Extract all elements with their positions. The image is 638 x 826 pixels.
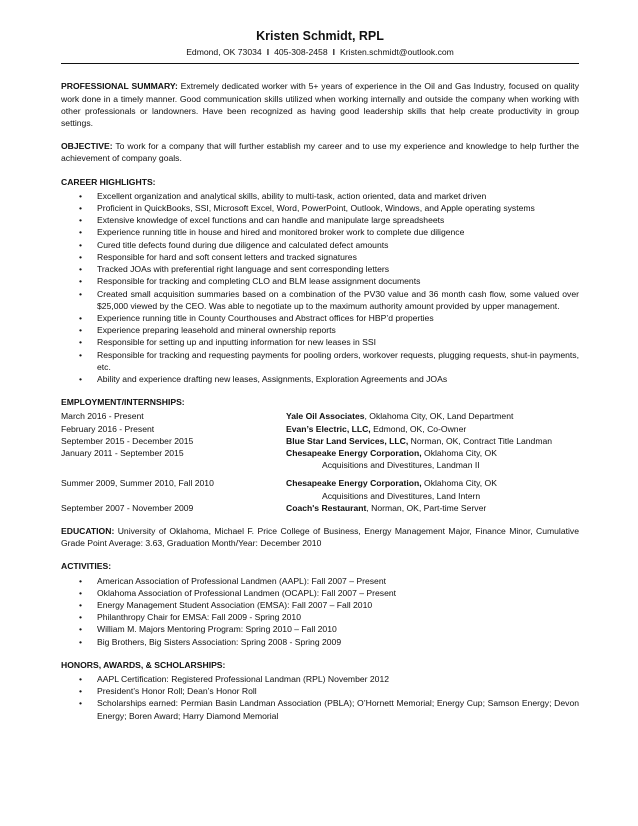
list-item: • President’s Honor Roll; Dean’s Honor Roll bbox=[97, 685, 579, 697]
employment-detail: Oklahoma City, OK bbox=[421, 478, 497, 489]
list-item: • Responsible for hard and soft consent letters and tracked signatures bbox=[97, 251, 579, 263]
list-item: • Ability and experience drafting new leases, Assignments, Exploration Agreements and JOAs bbox=[97, 373, 579, 385]
activities-heading: ACTIVITIES: bbox=[61, 561, 112, 572]
employment-org bbox=[286, 435, 579, 447]
list-item: • Experience running title in house and hired and monitored broker work to complete due diligence bbox=[97, 226, 579, 238]
contact-line bbox=[61, 46, 579, 58]
list-item: • Experience preparing leasehold and mineral ownership reports bbox=[97, 324, 579, 336]
list-item: • American Association of Professional Landmen (AAPL): Fall 2007 – Present bbox=[97, 575, 579, 587]
employment-detail: , Norman, OK, Part-time Server bbox=[366, 502, 487, 513]
list-item: • Excellent organization and analytical skills, ability to multi-task, action oriented, data and market driven bbox=[97, 190, 579, 202]
employment-row bbox=[61, 423, 579, 435]
employer-name: Chesapeake Energy Corporation, bbox=[286, 478, 422, 489]
employment-date: February 2016 - Present bbox=[61, 423, 155, 434]
employment-row bbox=[61, 435, 579, 447]
list-item: • Created small acquisition summaries based on a combination of the PV30 value and 36 month cash flow, some valued over $25,000 viewed by the CEO. Was able to negotiate up to the maximum authority amount provided by upper management. bbox=[97, 288, 579, 312]
employment-list bbox=[61, 410, 579, 514]
employment-date: January 2011 - September 2015 bbox=[61, 447, 184, 458]
candidate-name: Kristen Schmidt, RPL bbox=[256, 29, 384, 43]
list-item: • Energy Management Student Association (EMSA): Fall 2007 – Fall 2010 bbox=[97, 599, 579, 611]
phone: 405-308-2458 bbox=[274, 47, 328, 58]
objective-label: OBJECTIVE: bbox=[61, 141, 113, 152]
honors-heading: HONORS, AWARDS, & SCHOLARSHIPS: bbox=[61, 659, 226, 670]
employment-detail: Edmond, OK, Co-Owner bbox=[370, 423, 467, 434]
employment-org bbox=[286, 447, 579, 471]
employment-detail: Oklahoma City, OK bbox=[421, 447, 497, 458]
list-item: • Responsible for tracking and completing CLO and BLM lease assignment documents bbox=[97, 275, 579, 287]
education-paragraph bbox=[61, 525, 579, 549]
employment-org bbox=[286, 502, 579, 514]
employment-org bbox=[286, 477, 579, 501]
employment-date: September 2007 - November 2009 bbox=[61, 502, 194, 513]
list-item: • Big Brothers, Big Sisters Association: Spring 2008 - Spring 2009 bbox=[97, 636, 579, 648]
activities-list bbox=[61, 575, 579, 648]
objective-paragraph bbox=[61, 140, 579, 164]
employer-name: Yale Oil Associates bbox=[286, 411, 365, 422]
honors-list bbox=[61, 673, 579, 722]
list-item: • Oklahoma Association of Professional Landmen (OCAPL): Fall 2007 – Present bbox=[97, 587, 579, 599]
education-label: EDUCATION: bbox=[61, 525, 115, 536]
list-item: • Responsible for setting up and inputting information for new leases in SSI bbox=[97, 336, 579, 348]
email: Kristen.schmidt@outlook.com bbox=[340, 47, 454, 58]
employer-name: Evan’s Electric, LLC, bbox=[286, 423, 371, 434]
highlights-section bbox=[61, 176, 579, 385]
employment-date: September 2015 - December 2015 bbox=[61, 435, 194, 446]
summary-label: PROFESSIONAL SUMMARY: bbox=[61, 81, 178, 92]
employment-row bbox=[61, 477, 579, 501]
header-divider bbox=[61, 63, 579, 64]
activities-section bbox=[61, 560, 579, 647]
contact-separator: l bbox=[332, 47, 335, 58]
employment-heading: EMPLOYMENT/INTERNSHIPS: bbox=[61, 397, 185, 408]
employer-name: Chesapeake Energy Corporation, bbox=[286, 447, 422, 458]
list-item: • Experience running title in County Courthouses and Abstract offices for HBP’d properties bbox=[97, 312, 579, 324]
highlights-list bbox=[61, 190, 579, 385]
summary-text: Extremely dedicated worker with 5+ years of experience in the Oil and Gas Industry, focused on quality work done in a timely manner. Good communication skills utilized when working internally and outside the company when working with other professionals or landowners. Have been recognized as having good leadership skills that help create productivity in group settings. bbox=[61, 81, 579, 129]
employment-detail: Norman, OK, Contract Title Landman bbox=[408, 435, 553, 446]
highlights-heading: CAREER HIGHLIGHTS: bbox=[61, 176, 156, 187]
education-text: University of Oklahoma, Michael F. Price College of Business, Energy Management Major, Finance Minor, Cumulative Grade Point Average: 3.63, Graduation Month/Year: December 2010 bbox=[61, 525, 579, 549]
employment-org bbox=[286, 423, 579, 435]
employment-detail: , Oklahoma City, OK, Land Department bbox=[364, 411, 514, 422]
honors-section bbox=[61, 659, 579, 722]
employment-row bbox=[61, 410, 579, 422]
employer-name: Coach's Restaurant bbox=[286, 502, 367, 513]
employment-date: March 2016 - Present bbox=[61, 411, 144, 422]
list-item: • Responsible for tracking and requesting payments for pooling orders, workover requests, plugging requests, shut-in payments, etc. bbox=[97, 349, 579, 373]
employment-date: Summer 2009, Summer 2010, Fall 2010 bbox=[61, 478, 214, 489]
employment-section bbox=[61, 396, 579, 514]
list-item: • Extensive knowledge of excel functions and can handle and manipulate large spreadsheets bbox=[97, 214, 579, 226]
resume-page bbox=[61, 28, 579, 722]
employment-org bbox=[286, 410, 579, 422]
list-item: • AAPL Certification: Registered Professional Landman (RPL) November 2012 bbox=[97, 673, 579, 685]
list-item: • Tracked JOAs with preferential right language and sent corresponding letters bbox=[97, 263, 579, 275]
list-item: • Cured title defects found during due diligence and calculated defect amounts bbox=[97, 239, 579, 251]
employment-role: Acquisitions and Divestitures, Landman II bbox=[322, 460, 480, 471]
list-item: • Philanthropy Chair for EMSA: Fall 2009 - Spring 2010 bbox=[97, 611, 579, 623]
objective-text: To work for a company that will further establish my career and to use my experience and knowledge to help further the achievement of company goals. bbox=[61, 141, 580, 164]
employment-role: Acquisitions and Divestitures, Land Intern bbox=[322, 490, 481, 501]
list-item: • William M. Majors Mentoring Program: Spring 2010 – Fall 2010 bbox=[97, 623, 579, 635]
summary-paragraph bbox=[61, 80, 579, 129]
summary-section bbox=[61, 80, 579, 129]
contact-separator: l bbox=[266, 47, 270, 58]
education-section bbox=[61, 525, 579, 549]
objective-section bbox=[61, 140, 579, 164]
location: Edmond, OK 73034 bbox=[186, 47, 262, 58]
employment-row bbox=[61, 447, 579, 471]
list-item: • Scholarships earned: Permian Basin Landman Association (PBLA); O’Hornett Memorial; Energy Cup; Samson Energy; Devon Energy; Boren Award; Harry Diamond Memorial bbox=[97, 697, 579, 721]
employment-row bbox=[61, 502, 579, 514]
employer-name: Blue Star Land Services, LLC, bbox=[286, 435, 409, 446]
list-item: • Proficient in QuickBooks, SSI, Microsoft Excel, Word, PowerPoint, Outlook, Windows, and Apple operating systems bbox=[97, 202, 579, 214]
